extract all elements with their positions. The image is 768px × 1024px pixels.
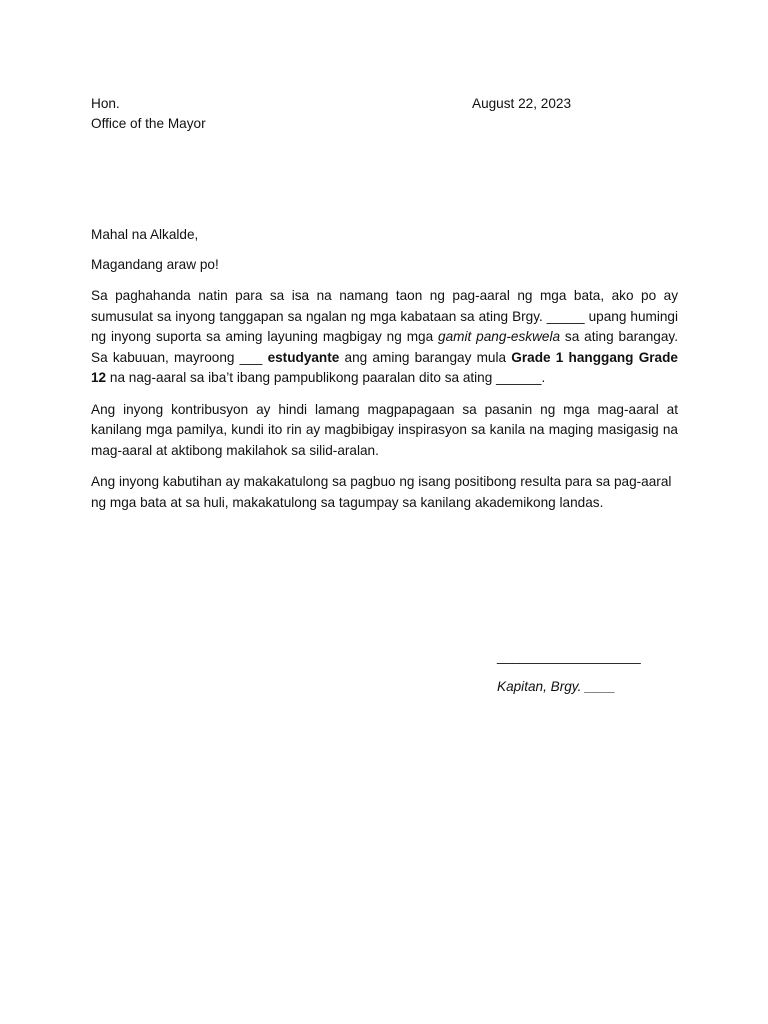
signature-line: ___________________ (497, 649, 641, 664)
salutation: Mahal na Alkalde, (91, 227, 199, 242)
paragraph-request-bold-students: estudyante (267, 349, 340, 365)
paragraph-request-part2: sa ating barangay. Sa kabuuan, mayroong ___ (91, 329, 678, 365)
greeting: Magandang araw po! (91, 257, 219, 272)
paragraph-request-bold-grades: Grade 1 hanggang Grade 12 (91, 349, 678, 385)
paragraph-request-part1: Sa paghahanda natin para sa isa na namang taon ng pag-aaral ng mga bata, ako po ay sumusulat sa inyong tanggapan sa ngalan ng mga kabataan sa ating Brgy. _____ upang humingi ng inyong suporta sa aming layuning magbigay ng mga (91, 288, 678, 344)
letter-date: August 22, 2023 (472, 96, 572, 111)
paragraph-kindness: Ang inyong kabutihan ay makakatulong sa pagbuo ng isang positibong resulta para sa pag-aaral ng mga bata at sa huli, makakatulong sa tagumpay sa kanilang akademikong landas. (91, 474, 672, 510)
paragraph-contribution: Ang inyong kontribusyon ay hindi lamang magpapagaan sa pasanin ng mga mag-aaral at kanilang mga pamilya, kundi ito rin ay magbibigay inspirasyon sa kanila na maging masigasig na mag-aaral at aktibong makilahok sa silid-aralan. (91, 401, 678, 458)
paragraph-request-part3: ang aming barangay mula (339, 349, 512, 365)
paragraph-request-italic: gamit pang-eskwela (438, 329, 561, 344)
signature-block (497, 647, 677, 697)
recipient-block (91, 94, 391, 134)
signatory-title: Kapitan, Brgy. ____ (497, 679, 616, 694)
paragraph-request-part4: na nag-aaral sa iba’t ibang pampublikong paaralan dito sa ating ______. (106, 370, 546, 385)
paragraph-request (91, 286, 678, 389)
recipient-honorific: Hon. (91, 96, 120, 111)
recipient-office: Office of the Mayor (91, 116, 206, 131)
letter-body (91, 286, 678, 524)
